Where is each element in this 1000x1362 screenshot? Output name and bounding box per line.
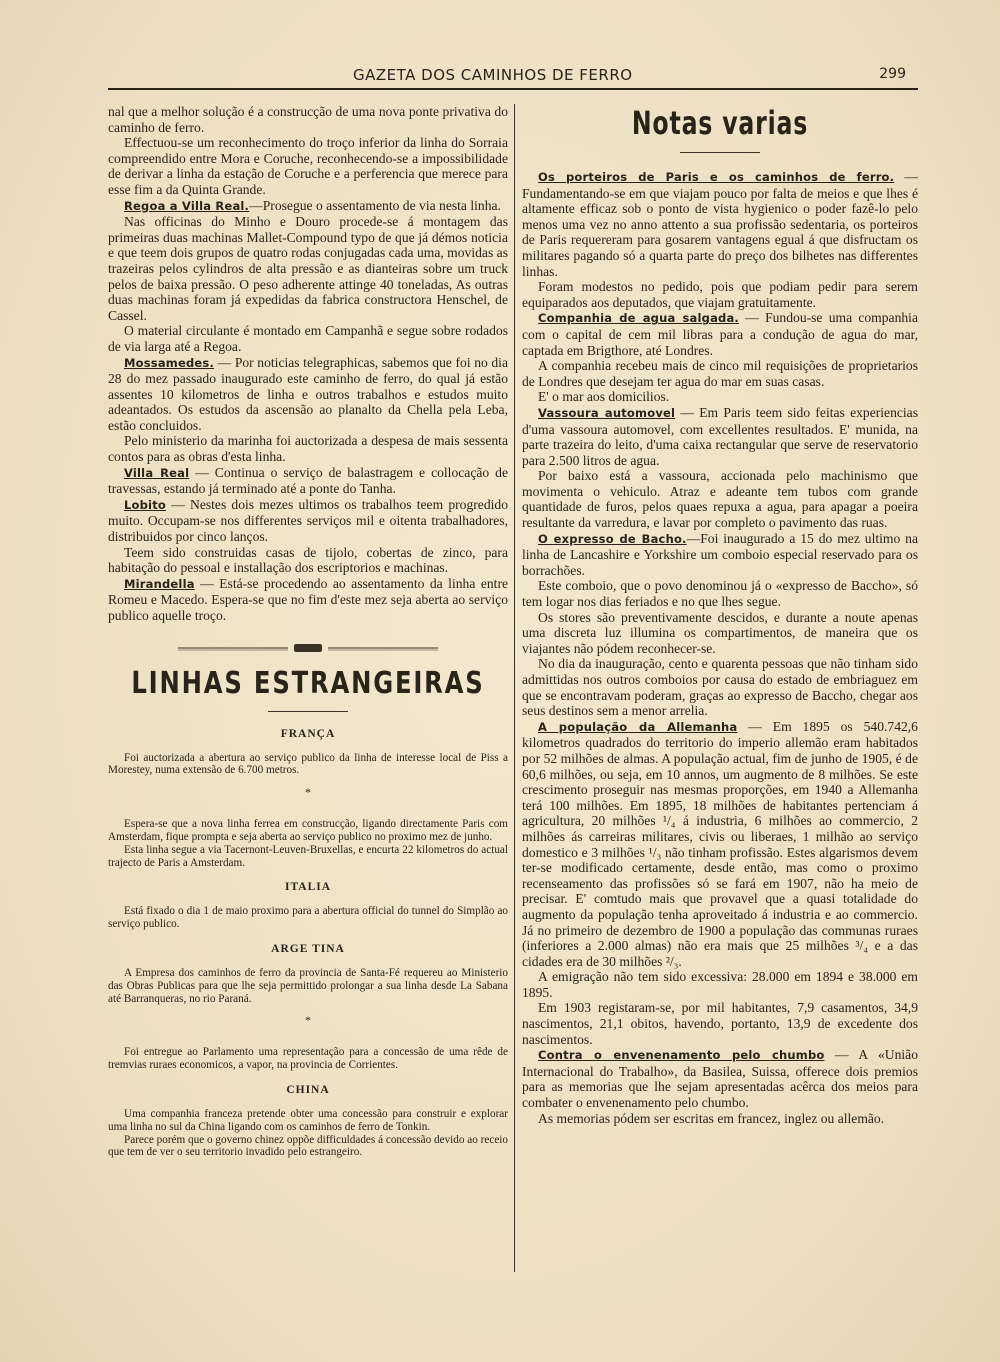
news-item-expresso-bacho: O expresso de Bacho.—Foi inaugurado a 15 do mez ultimo na linha de Lancashire e Yorkshire um comboio especial reservado para os borrachões. bbox=[522, 530, 918, 578]
paragraph: Foi auctorizada a abertura ao serviço publico da linha de interesse local de Piss a Morestey, numa extensão de 6.700 metros. bbox=[108, 751, 508, 777]
publication-title: GAZETA DOS CAMINHOS DE FERRO bbox=[353, 66, 633, 84]
paragraph: Uma companhia franceza pretende obter uma concessão para construir e explorar uma linha no sul da China ligando com os caminhos de ferro de Tonkin. bbox=[108, 1107, 508, 1133]
paragraph: Pelo ministerio da marinha foi auctorizada a despesa de mais sessenta contos para as obras d'esta linha. bbox=[108, 433, 508, 465]
item-heading: Villa Real bbox=[124, 465, 190, 480]
paragraph: Parece porém que o governo chinez oppõe difficuldades á concessão devido ao receio que tem de ver o seu territorio invadido pelo estrangeiro. bbox=[108, 1133, 508, 1159]
news-item-mirandella: Mirandella — Está-se procedendo ao assentamento da linha entre Romeu e Macedo. Espera-se que no fim d'este mez seja aberta ao serviço publico aquelle troço. bbox=[108, 575, 508, 623]
asterisk-separator: * bbox=[305, 785, 311, 800]
asterisk-separator: * bbox=[305, 1013, 311, 1028]
news-item-regoa: Regoa a Villa Real.—Prosegue o assentamento de via nesta linha. bbox=[124, 197, 501, 213]
country-heading-china: CHINA bbox=[286, 1083, 330, 1096]
paragraph: Em 1903 registaram-se, por mil habitantes, 7,9 casamentos, 34,9 nascimentos, 21,1 obitos, havendo, portanto, 13,9 de excedente dos nascimentos. bbox=[522, 1000, 918, 1047]
divider bbox=[680, 152, 760, 153]
paragraph: O material circulante é montado em Campanhã e segue sobre rodados de via larga até a Regoa. bbox=[108, 323, 508, 354]
divider bbox=[268, 711, 348, 712]
column-divider bbox=[514, 104, 515, 1272]
news-item-populacao: A população da Allemanha — Em 1895 os 540.742,6 kilometros quadrados do territorio do imperio allemão eram habitados por 52 milhões de almas. A população actual, fim de junho de 1905, é de 60,6 milhões, ou seja, em 10 annos, um augmento de 8 milhões. Se este crescimento proseguir nas mesmas proporções, em 1940 a Allemanha terá 100 milhões. Em 1895, 18 milhões de habitantes pertenciam á agricultura, 20 milhões ¹/₄ á industria, 6 milhões ao commercio, 2 milhões ás carreiras militares, civis ou liberaes, 1 milhão ao serviço domestico e 3 milhões ¹/₃ não tinham profissão. Estes algarismos devem ter-se modificado certamente, desde então, mas como o proximo recenseamento das profissões só se fará em 1907, não ha meio de precisar. E' comtudo mais que provavel que a quasi totalidade do augmento da população tenha aproveitado á industria e ao commercio. Já no primeiro de dezembro de 1900 a população das communas ruraes (inferiores a 2.000 almas) não era mais que 25 milhões ³/₄ e a das cidades era de 30 milhões ²/₃. bbox=[522, 718, 918, 969]
item-heading: A população da Allemanha bbox=[538, 719, 738, 734]
news-item-mossamedes: Mossamedes. — Por noticias telegraphicas, sabemos que foi no dia 28 do mez passado inaugurado este caminho de ferro, do qual já estão assentes 10 kilometros de linha e outros trabalhos e estudos muito adeantados. Os estudos da ascensão ao planalto da Chella pela Leba, estão concluidos. bbox=[108, 354, 508, 433]
news-item-chumbo: Contra o envenenamento pelo chumbo — A «União Internacional do Trabalho», da Basilea, Suissa, offerece dois premios para as memorias que lhe sejam apresentadas acêrca dos meios para combater o envenenamento pelo chumbo. bbox=[522, 1047, 919, 1111]
paragraph: E' o mar aos domicilios. bbox=[538, 389, 670, 405]
paragraph: Os stores são preventivamente descidos, e durante a noute apenas uma discreta luz illumina os compartimentos, de maneira que os viajantes não pódem reconhecer-se. bbox=[522, 609, 918, 656]
paragraph: A emigração não tem sido excessiva: 28.000 em 1894 e 38.000 em 1895. bbox=[522, 969, 918, 1000]
paragraph: Teem sido construidas casas de tijolo, cobertas de zinco, para habitação do pessoal e installação dos escriptorios e machinas. bbox=[108, 544, 508, 576]
country-heading-argentina: ARGE TINA bbox=[271, 942, 345, 955]
paragraph: Por baixo está a vassoura, accionada pelo machinismo que movimenta o vehiculo. Atraz e adeante tem tubos com grande quantidade de furos, pelos quaes repuxa a agua, para apagar a poeira resultante da varredura, e lavar por completo o pavimento das ruas. bbox=[522, 468, 918, 531]
item-heading: Companhia de agua salgada. bbox=[538, 311, 739, 326]
paragraph: A companhia recebeu mais de cinco mil requisições de proprietarios de Londres que desejam ter agua do mar em suas casas. bbox=[522, 358, 918, 389]
paragraph: Esta linha segue a via Tacernont-Leuven-Bruxellas, e encurta 22 kilometros do actual trajecto de Paris a Amsterdam. bbox=[108, 843, 508, 869]
item-heading: Mirandella bbox=[124, 576, 195, 591]
item-heading: Lobito bbox=[124, 497, 167, 512]
paragraph: Espera-se que a nova linha ferrea em construcção, ligando directamente Paris com Amsterdam, fique prompta e seja aberta ao serviço publico no proximo mez de junho. bbox=[108, 818, 508, 843]
item-heading: Os porteiros de Paris e os caminhos de ferro. bbox=[538, 170, 895, 184]
paragraph: No dia da inauguração, cento e quarenta pessoas que não tinham sido admittidas nos outros comboios por causa do estado de embriaguez em que se encontravam poderam, graças ao expresso de Baccho, chegar aos seus destinos sem a menor arrelia. bbox=[522, 656, 918, 719]
news-item-porteiros: Os porteiros de Paris e os caminhos de ferro. — Fundamentando-se em que viajam pouco por falta de meios e que lhes é altamente efficaz sob o ponto de vista hygienico o poder fazê-lo pelo menos uma vez no anno attento a sua profissão sedentaria, os porteiros de Paris requereram para gosarem vantagens egual á que disfructam os militares pagando só a quarta parte do preço dos bilhetes nas differentes linhas. bbox=[522, 169, 918, 279]
item-heading: Regoa a Villa Real. bbox=[124, 198, 250, 213]
paragraph: Foi entregue ao Parlamento uma representação para a concessão de uma rêde de tremvias ruraes economicos, a vapor, na provincia de Corrientes. bbox=[108, 1046, 508, 1072]
section-title-linhas-estrangeiras: LINHAS ESTRANGEIRAS bbox=[131, 665, 485, 701]
news-item-agua-salgada: Companhia de agua salgada. — Fundou-se uma companhia com o capital de cem mil libras para a condução de agua do mar, captada em Brigthore, até Londres. bbox=[522, 310, 918, 358]
paragraph: Está fixado o dia 1 de maio proximo para a abertura official do tunnel do Simplão ao serviço publico. bbox=[108, 905, 508, 931]
paragraph: As memorias pódem ser escritas em francez, inglez ou allemão. bbox=[538, 1110, 885, 1126]
paragraph: Effectuou-se um reconhecimento do troço inferior da linha do Sorraia compreendido entre Mora e Coruche, reconhecendo-se a impossibilidade de derivar a linha da estação de Coruche e a perferencia que merece para esse fim a da Quinta Grande. bbox=[108, 135, 508, 197]
paragraph: Nas officinas do Minho e Douro procede-se á montagem das primeiras duas machinas Mallet-Compound typo de que já démos noticia e que teem dois grupos de quatro rodas conjugadas cada uma, movidas as trazeiras pelos cylindros de alta pressão e as dianteiras sobre um truck pelos de baixa pressão. O peso adherente attinge 40 toneladas, As outras duas machinas foram já expedidas da fabrica constructora Henschel, de Cassel. bbox=[108, 214, 508, 323]
running-header bbox=[108, 64, 918, 90]
left-column bbox=[108, 104, 508, 1159]
right-column bbox=[522, 104, 918, 1126]
paragraph: Este comboio, que o povo denominou já o «expresso de Baccho», só tem logar nos dias feriados e no que lhes segue. bbox=[522, 578, 918, 610]
news-item-villa-real: Villa Real — Continua o serviço de balastragem e collocação de travessas, estando já terminado até a ponte do Tanha. bbox=[108, 464, 508, 497]
news-item-lobito: Lobito — Nestes dois mezes ultimos os trabalhos teem progredido muito. Occupam-se nos differentes serviços mil e oitenta trabalhadores, distribuidos por cinco lanços. bbox=[108, 496, 508, 545]
item-heading: Mossamedes. bbox=[124, 355, 215, 370]
country-heading-italia: ITALIA bbox=[284, 881, 332, 894]
item-heading: Vassoura automovel bbox=[538, 405, 676, 420]
news-item-vassoura: Vassoura automovel — Em Paris teem sido feitas experiencias d'uma vassoura automovel, com excellentes resultados. E' munida, na parte trazeira do leito, d'uma caixa rectangular que serve de reservatorio para 2.500 litros de agua. bbox=[522, 404, 918, 468]
item-heading: Contra o envenenamento pelo chumbo bbox=[538, 1048, 825, 1063]
country-heading-franca: FRANÇA bbox=[280, 727, 336, 740]
ornament-divider-icon bbox=[178, 642, 438, 654]
foreign-lines-section bbox=[108, 728, 508, 1160]
item-heading: O expresso de Bacho. bbox=[538, 531, 687, 546]
section-title-notas-varias: Notas varias bbox=[631, 104, 809, 142]
paragraph: nal que a melhor solução é a construcção de uma nova ponte privativa do caminho de ferro. bbox=[108, 104, 508, 135]
paragraph: A Empresa dos caminhos de ferro da provincia de Santa-Fé requereu ao Ministerio das Obras Publicas para que lhe seja permittido prolongar a sua linha desde La Sabana até Barranqueras, no rio Paraná. bbox=[108, 966, 508, 1005]
paragraph: Foram modestos no pedido, pois que podiam pedir para serem equiparados aos deputados, que viajam gratuitamente. bbox=[522, 279, 918, 310]
page-number: 299 bbox=[879, 66, 906, 82]
